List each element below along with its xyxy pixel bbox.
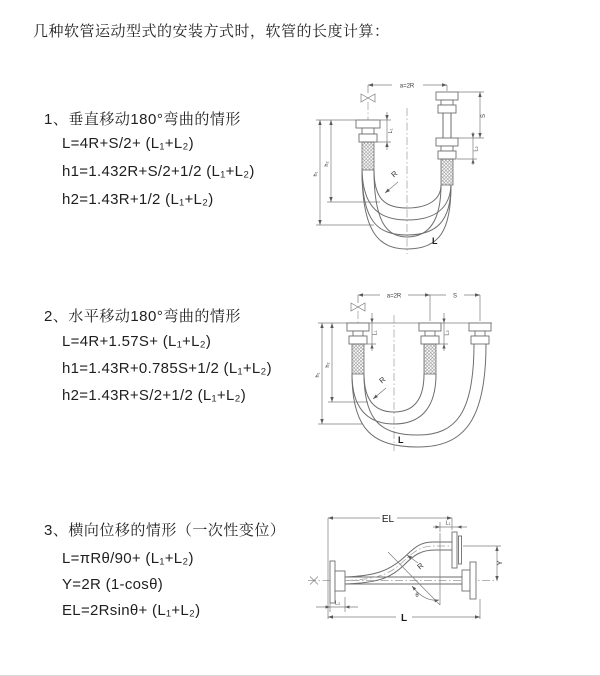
left-flange [330, 561, 345, 603]
dim-label-theta: θ [415, 593, 419, 599]
diagram-lateral-displacement [300, 505, 600, 660]
section-1-formulas [62, 130, 255, 214]
dim-label-el: EL [381, 514, 395, 525]
dim-label-l2: L₂ [473, 146, 480, 152]
section-3-heading: 3、横向位移的情形（一次性变位） [44, 522, 286, 539]
dim-label-s: S [452, 293, 458, 300]
formula-line: h2=1.43R+S/2+1/2 (L₁+L₂) [62, 387, 247, 404]
section-3-formulas [62, 546, 200, 624]
radius-callout [384, 169, 400, 195]
dim-l2 [438, 313, 451, 351]
formula-line: h1=1.43R+0.785S+1/2 (L₁+L₂) [62, 360, 272, 377]
formula-line: L=πRθ/90+ (L₁+L₂) [62, 550, 194, 567]
dim-label-h1: h₁ [313, 171, 319, 177]
dim-label-s: S [481, 113, 487, 119]
formula-line: EL=2Rsinθ+ (L₁+L₂) [62, 602, 201, 619]
moved-hose-fitting [469, 323, 491, 344]
radius-callout [406, 554, 426, 572]
dim-l [328, 599, 480, 624]
dim-l2 [316, 597, 358, 612]
page-title: 几种软管运动型式的安装方式时，软管的长度计算： [33, 23, 390, 40]
section-1-heading: 1、垂直移动180°弯曲的情形 [44, 111, 241, 128]
formula-line: h1=1.432R+S/2+1/2 (L₁+L₂) [62, 163, 255, 180]
dim-label-l1: L₁ [445, 520, 451, 527]
diagram-horizontal-180-bend [310, 283, 600, 458]
angle-theta [388, 533, 440, 605]
dim-label-l1: L₁ [388, 128, 394, 134]
upper-flange [452, 532, 462, 568]
dim-label-l: L [398, 435, 404, 445]
hose-curves [352, 344, 486, 447]
dim-l1 [433, 521, 467, 533]
left-hose-fitting [356, 120, 380, 170]
dim-top-width [368, 83, 447, 93]
section-2-heading: 2、水平移动180°弯曲的情形 [44, 308, 241, 325]
dim-el [328, 514, 452, 619]
dim-label-l1: L₁ [372, 330, 379, 336]
dim-s [457, 92, 487, 159]
valve-icon [351, 303, 365, 311]
dim-label-r: R [389, 168, 400, 180]
formula-line: L=4R+1.57S+ (L₁+L₂) [62, 333, 212, 350]
right-hose-fitting [436, 92, 458, 185]
formula-line: Y=2R (1-cosθ) [62, 576, 164, 593]
dim-top-width [358, 293, 480, 321]
dim-label-l: L [432, 236, 438, 246]
middle-hose-fitting [419, 323, 441, 374]
dim-l1 [374, 112, 394, 150]
left-hose-fitting [347, 323, 369, 374]
dim-label-l: L [400, 613, 408, 624]
dim-label-l2: L₂ [334, 600, 341, 607]
hose-curves [362, 170, 451, 249]
dim-l2 [471, 132, 479, 165]
diagram-vertical-180-bend [310, 72, 600, 262]
dim-label-r: R [415, 560, 426, 572]
radius-callout [372, 375, 388, 401]
dim-label-l2: L₂ [444, 330, 451, 336]
dim-label-h1: h₁ [315, 372, 321, 378]
dim-label-y: Y [495, 560, 504, 566]
formula-line: h2=1.43R+1/2 (L₁+L₂) [62, 191, 214, 208]
dim-label-a2r: a=2R [399, 83, 415, 90]
dim-label-h2: h₂ [325, 362, 331, 368]
dim-label-a2r: a=2R [386, 293, 402, 300]
dim-label-r: R [377, 374, 388, 386]
dim-label-h2: h₂ [324, 161, 330, 167]
valve-icon [361, 94, 375, 102]
formula-line: L=4R+S/2+ (L₁+L₂) [62, 135, 194, 152]
dim-l1 [366, 313, 379, 351]
section-2-formulas [62, 328, 272, 409]
